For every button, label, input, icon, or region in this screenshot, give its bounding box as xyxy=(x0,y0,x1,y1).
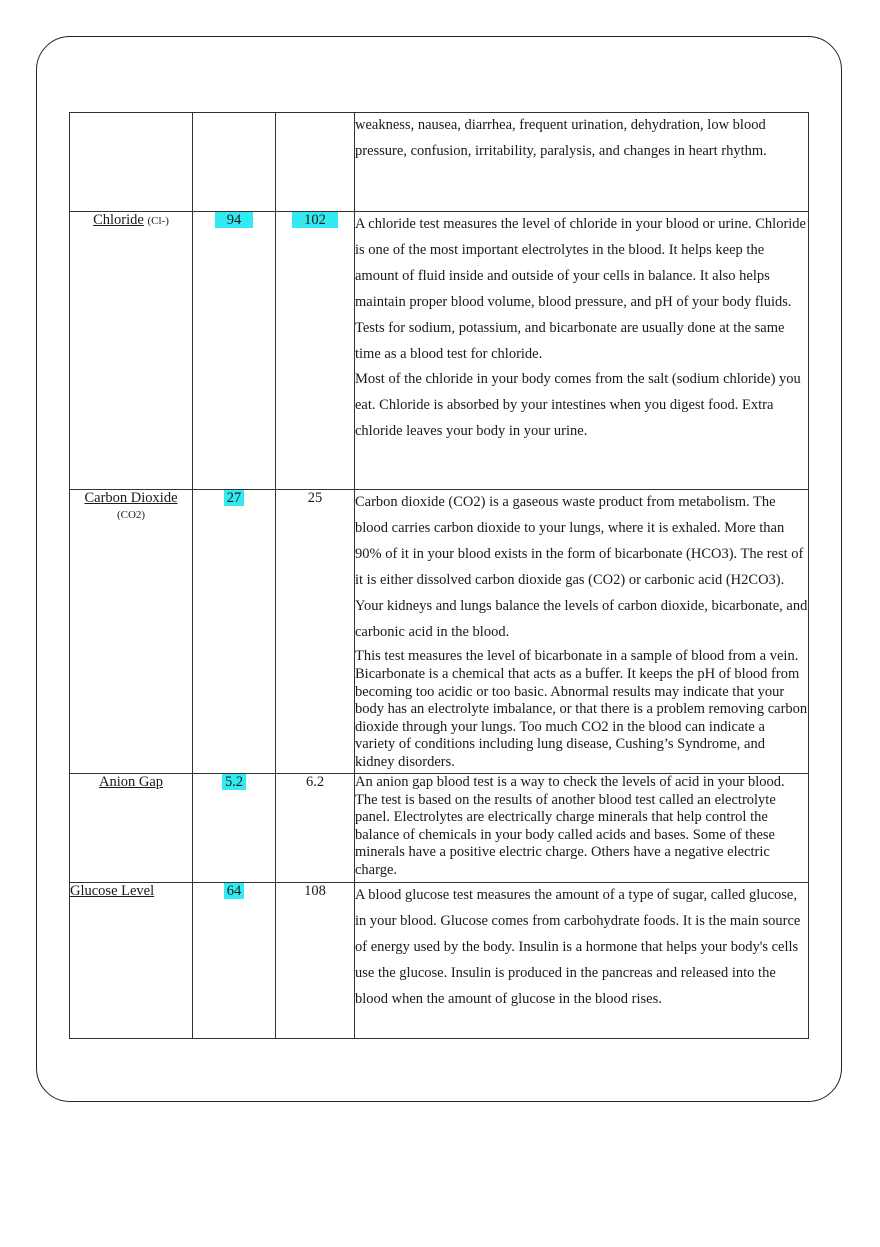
description-text: Most of the chloride in your body comes from the salt (sodium chloride) you eat. Chloride is absorbed by your intestines when you digest food. Extra chloride leaves your body in your urine. xyxy=(355,371,801,440)
result-value: 5.2 xyxy=(222,774,246,790)
description-cell xyxy=(355,212,809,490)
test-name: Carbon Dioxide xyxy=(84,490,178,506)
table-row xyxy=(70,113,809,212)
test-name-cell xyxy=(70,774,193,883)
reference-value: 25 xyxy=(307,490,323,506)
test-name-cell xyxy=(70,113,193,212)
description-text: weakness, nausea, diarrhea, frequent urination, dehydration, low blood pressure, confusion, irritability, paralysis, and changes in heart rhythm. xyxy=(355,117,767,159)
reference-value: 102 xyxy=(292,212,338,228)
description-cell xyxy=(355,883,809,1039)
result-cell xyxy=(193,113,276,212)
reference-cell xyxy=(276,883,355,1039)
reference-cell xyxy=(276,212,355,490)
test-name-cell xyxy=(70,212,193,490)
test-name-cell xyxy=(70,883,193,1039)
reference-cell xyxy=(276,113,355,212)
result-cell xyxy=(193,490,276,774)
table-row xyxy=(70,212,809,490)
description-text: This test measures the level of bicarbonate in a sample of blood from a vein. Bicarbonate is a chemical that acts as a buffer. It keeps the pH of blood from becoming too acidic or too basic. Abnormal results may indicate that your body has an electrolyte imbalance, or that there is a problem removing carbon dioxide through your lungs. Too much CO2 in the blood can indicate a variety of conditions including lung disease, Cushing’s Syndrome, and kidney disorders. xyxy=(355,648,808,770)
result-value: 27 xyxy=(224,490,245,506)
description-text: Carbon dioxide (CO2) is a gaseous waste product from metabolism. The blood carries carbon dioxide to your lungs, where it is exhaled. More than 90% of it in your blood exists in the form of bicarbonate (HCO3). The rest of it is either dissolved carbon dioxide gas (CO2) or carbonic acid (H2CO3). Your kidneys and lungs balance the levels of carbon dioxide, bicarbonate, and carbonic acid in the blood. xyxy=(355,494,808,640)
result-value: 94 xyxy=(215,212,254,228)
result-value: 64 xyxy=(224,883,245,899)
reference-value: 108 xyxy=(304,883,326,899)
test-name: Glucose Level xyxy=(70,883,155,899)
test-name-cell xyxy=(70,490,193,774)
description-text: A blood glucose test measures the amount of a type of sugar, called glucose, in your blood. Glucose comes from carbohydrate foods. It is the main source of energy used by the body. Insulin is a hormone that helps your body's cells use the glucose. Insulin is produced in the pancreas and released into the blood when the amount of glucose in the blood rises. xyxy=(355,887,801,1007)
reference-cell xyxy=(276,774,355,883)
description-cell xyxy=(355,774,809,883)
result-cell xyxy=(193,774,276,883)
description-text: An anion gap blood test is a way to check the levels of acid in your blood. The test is based on the results of another blood test called an electrolyte panel. Electrolytes are electrically charge minerals that help control the balance of chemicals in your body called acids and bases. Some of these minerals have a positive electric charge. Others have a negative electric charge. xyxy=(355,774,785,878)
description-cell xyxy=(355,113,809,212)
reference-cell xyxy=(276,490,355,774)
table-row xyxy=(70,490,809,774)
test-symbol: (Cl-) xyxy=(147,215,169,227)
result-cell xyxy=(193,883,276,1039)
description-text: A chloride test measures the level of chloride in your blood or urine. Chloride is one of the most important electrolytes in the blood. It helps keep the amount of fluid inside and outside of your cells in balance. It also helps maintain proper blood volume, blood pressure, and pH of your body fluids. Tests for sodium, potassium, and bicarbonate are usually done at the same time as a blood test for chloride. xyxy=(355,216,806,362)
description-cell xyxy=(355,490,809,774)
table-row xyxy=(70,883,809,1039)
table-row xyxy=(70,774,809,883)
result-cell xyxy=(193,212,276,490)
test-name: Anion Gap xyxy=(98,774,164,790)
test-symbol: (CO2) xyxy=(116,509,146,521)
reference-value: 6.2 xyxy=(305,774,325,790)
test-name: Chloride xyxy=(93,212,144,228)
lab-results-table xyxy=(69,112,809,1039)
